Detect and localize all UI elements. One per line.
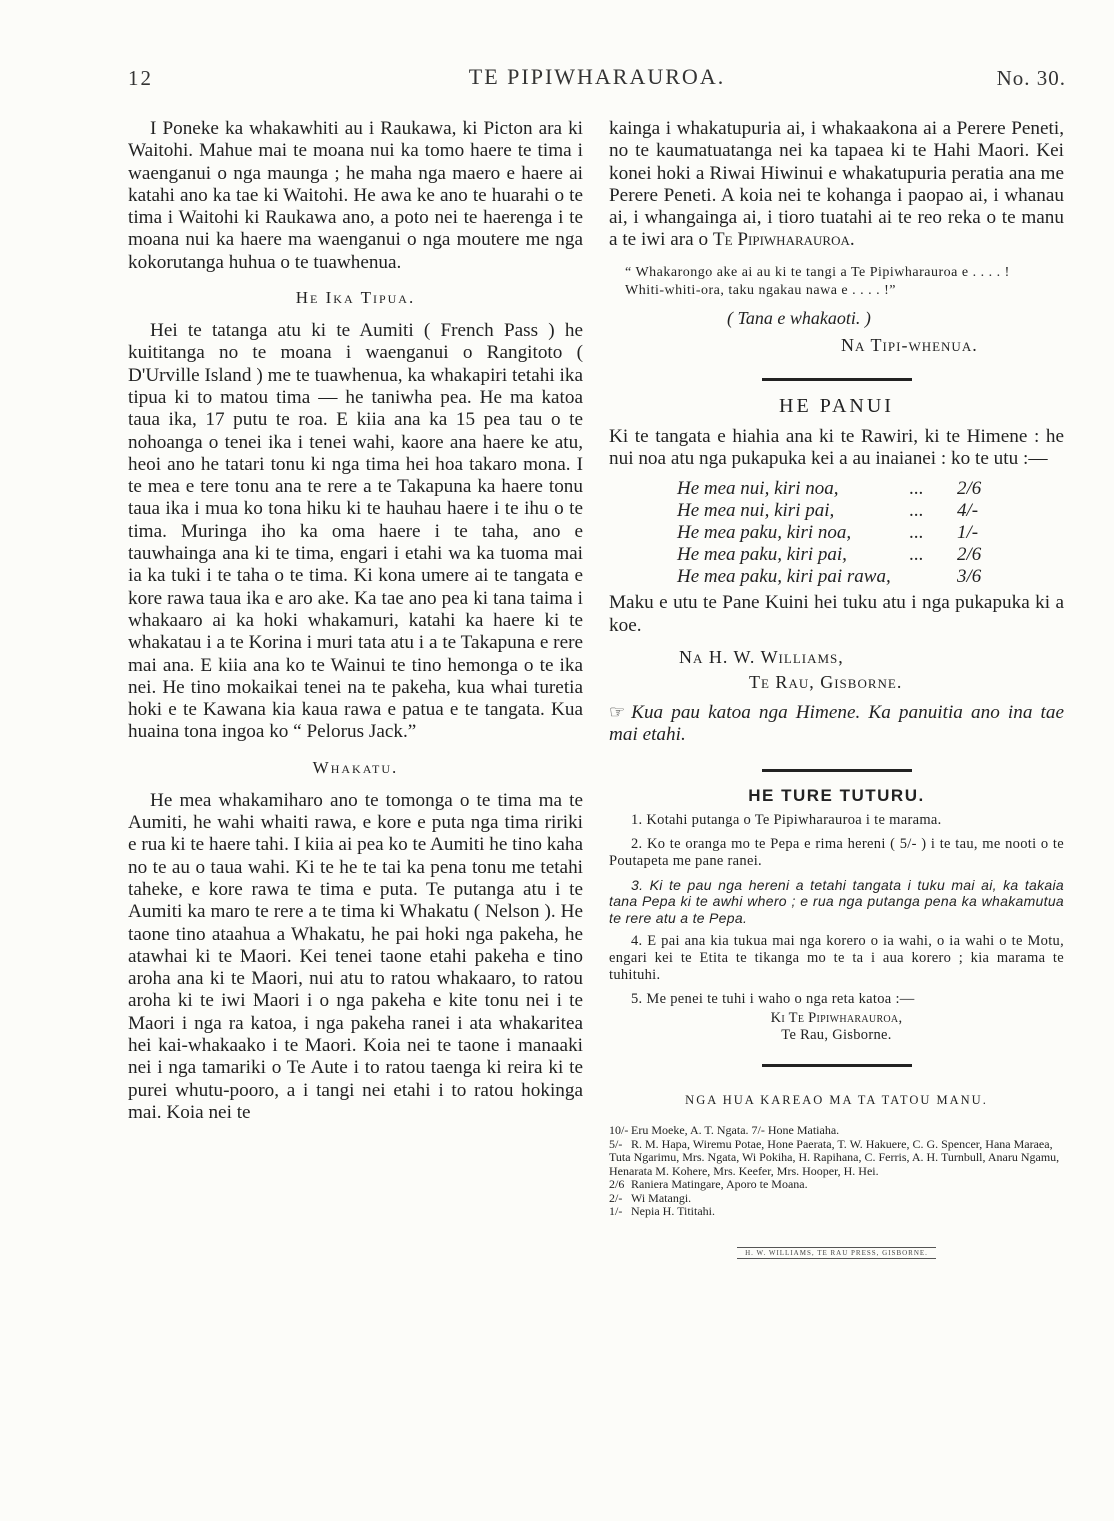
rule-item: 3. Ki te pau nga hereni a tetahi tangata i tuku mai ai, ka takaia tana Pepa ki te awhi whero ; e rua nga putanga pena ka whakamutua te rere atu a te Pepa.	[609, 876, 1064, 926]
page-header	[128, 60, 1066, 100]
ture-address-1: Ki Te Pipiwharauroa,	[770, 1010, 903, 1027]
signature-name: Na H. W. Williams,	[679, 646, 844, 667]
paragraph-ika-tipua: Hei te tatanga atu ki te Aumiti ( French Pass ) he kuititanga no te moana i waenganui o Rangitoto ( D'Urville Island ) me te tuawhenua, ka whakapiri tetahi ika tipua ki to matou tima — he taniwha pea. He ma katoa taua ika, 17 putu te roa. E kiia ana ka 15 pea tau o te nohoanga o tenei ika i tenei wahi, kaore ana haere ke atu, heoi ano he tatari tonu ki nga tima hei hoa takaro mona. I te mea e tere tonu ana te rere a te Takapuna ka haere tonu taua ika i mua ko tona hiku ki te hauhau haere i te ihu o te tima. Muringa iho ka oma haere i te taha, ano e tauwhainga ana ki te tima, engari i etahi wa ka tuoma mai ia ka tuki i te taha o te tima. Ki kona umere ai te tangata e kore rawa taua ika e aro ake. Ka tae ano pea ki tana taima i whakaaro ai ka hoki whakamuri, katahi ka haere ki te whakatau i a te Korina i muri tata atu i a te Takapuna e rere mai ana. E kiia ana ko te Wainui te tino hemonga o te ika nei. He tino mokaikai tenei na te pakeha, kua whai turetia hoki e te Kawana kia kaua rawa e patua e te tangata. Kua huaina tona ingoa ko “ Pelorus Jack.”	[128, 320, 583, 743]
section-divider	[762, 769, 912, 772]
price-list	[677, 478, 1064, 588]
panui-text: Ki te tangata e hiahia ana ki te Rawiri, ki te Himene : he nui noa atu nga pukapuka kei a au inaianei : ko te utu :—	[609, 425, 1064, 470]
price-row: He mea nui, kiri pai, ... 4/-	[677, 500, 979, 522]
rule-item: 1. Kotahi putanga o Te Pipiwharauroa i te marama.	[631, 811, 942, 828]
to-be-continued: ( Tana e whakaoti. )	[727, 307, 871, 328]
ture-address-2: Te Rau, Gisborne.	[781, 1027, 892, 1044]
rule-item: 4. E pai ana kia tukua mai nga korero o ia wahi, o ia wahi o te Motu, engari kei te Etita te tikanga mo te ta i aua korero ; kia marama te tuhituhi.	[609, 933, 1064, 984]
section-divider	[762, 378, 912, 381]
heading-whakatu: Whakatu.	[312, 757, 399, 777]
quote-line-1: “ Whakarongo ake ai au ki te tangi a Te Pipiwharauroa e . . . . !	[625, 264, 1010, 280]
newspaper-title: TE PIPIWHARAUROA.	[468, 64, 726, 89]
price-row: He mea paku, kiri pai rawa, 3/6	[677, 566, 982, 588]
maku-text: Maku e utu te Pane Kuini hei tuku atu i nga pukapuka ki a koe.	[609, 592, 1064, 636]
paragraph-kainga: kainga i whakatupuria ai, i whakaakona ai a Perere Peneti, no te kaumatuatanga nei ka tapaea ki te Hahi Maori. Kei konei hoki a Riwai Hiwinui e whakatupuria peratia ana me Perere Peneti. A koia nei te kohanga i paopao ai, i whanau ai, i whangainga ai, i tioro tuatahi ai te reo reka o te manu a te iwi ara o Te Pipiwharauroa.	[609, 118, 1064, 251]
signature-place: Te Rau, Gisborne.	[749, 671, 903, 692]
rule-item: 2. Ko te oranga mo te Pepa e rima hereni ( 5/- ) i te tau, me nooti o te Poutapeta me pane ranei.	[609, 835, 1064, 869]
quote-line-2: Whiti-whiti-ora, taku ngakau nawa e . . . . !”	[625, 282, 897, 298]
karea-list	[609, 1124, 1064, 1219]
paragraph-whakatu: He mea whakamiharo ano te tomonga o te tima ma te Aumiti, he wahi whaiti rawa, e kore e puta nga tima ririki e rua ki te haere tahi. I kiia ai pea ko te Aumiti he tino kaha no te au o taua wahi. Ki te he te tai ka pena tonu me tetahi taheke, e kore rawa te tima e puta. Te putanga atu i te Aumiti ka maro te rere a te tima ki Whakatu ( Nelson ). He taone tino ataahua a Whakatu, he pai hoki nga pakeha, he atawhai ki te Maori. Kei tenei taone etahi pakeha e tino aroha ana ki te Maori, nui atu to ratou whakaaro, to ratou aroha ki te iwi Maori i o nga pakeha e kite tonu nei i te Maori i nga ra katoa, i nga pakeha ranei i ata whakaritea hei kai-whakaako i te Maori. Koia nei te taone i manaaki nei i nga tamariki o Te Aute i to ratou taenga ki reira ki te purei whutu-pooro, a i tangi nei etahi i to ratou hokinga mai. Koia nei te	[128, 789, 583, 1123]
press-imprint: H. W. WILLIAMS, TE RAU PRESS, GISBORNE.	[609, 1249, 1064, 1257]
sold-out-note: ☞ Kua pau katoa nga Himene. Ka panuitia ano ina tae mai etahi.	[609, 701, 1064, 746]
right-column	[609, 118, 1064, 1257]
article-author: Na Tipi-whenua.	[841, 334, 978, 355]
panui-heading: HE PANUI	[779, 394, 894, 417]
list-item: 10/- Eru Moeke, A. T. Ngata. 7/- Hone Matiaha.	[609, 1123, 840, 1138]
karea-heading: NGA HUA KAREAO MA TA TATOU MANU.	[685, 1093, 988, 1108]
list-item: 1/- Nepia H. Tititahi.	[609, 1204, 716, 1219]
list-item: 5/- R. M. Hapa, Wiremu Potae, Hone Paerata, T. W. Hakuere, C. G. Spencer, Hana Maraea, Tuta Ngarimu, Mrs. Ngata, Wi Pokiha, H. Rapihana, C. Ferris, A. H. Turnbull, Anaru Ngamu, Henarata M. Kohere, Mrs. Keefer, Mrs. Hooper, H. Hei.	[609, 1136, 1060, 1178]
section-divider	[762, 1064, 912, 1067]
list-item: 2/6 Raniera Matingare, Aporo te Moana.	[609, 1177, 808, 1192]
list-item: 2/- Wi Matangi.	[609, 1190, 692, 1205]
heading-he-ika-tipua: He Ika Tipua.	[295, 288, 416, 308]
poem-quote	[625, 264, 1064, 300]
price-row: He mea nui, kiri noa, ... 2/6	[677, 478, 982, 500]
price-row: He mea paku, kiri pai, ... 2/6	[677, 544, 982, 566]
paragraph-poneke: I Poneke ka whakawhiti au i Raukawa, ki Picton ara ki Waitohi. Mahue mai te moana nui ka tomo haere te tima i waenganui o nga maunga ; he maha nga maero e haere ai katahi ano ka tae ki Waitohi. He awa ke ano te huarahi o te tima i Waitohi ki Raukawa ano, a poto nei te haerenga i te moana nui ka haere ma waenganui o nga moutere me nga kokorutanga huhua o te tuawhenua.	[128, 118, 583, 273]
pointing-hand-icon: ☞	[609, 701, 626, 722]
price-row: He mea paku, kiri noa, ... 1/-	[677, 522, 979, 544]
left-column	[128, 118, 583, 1124]
ture-list	[609, 812, 1064, 1045]
page-number: 12	[128, 66, 153, 90]
ture-heading: HE TURE TUTURU.	[748, 785, 925, 805]
issue-number: No. 30.	[996, 66, 1066, 90]
rule-item: 5. Me penei te tuhi i waho o nga reta katoa :—	[631, 991, 915, 1008]
